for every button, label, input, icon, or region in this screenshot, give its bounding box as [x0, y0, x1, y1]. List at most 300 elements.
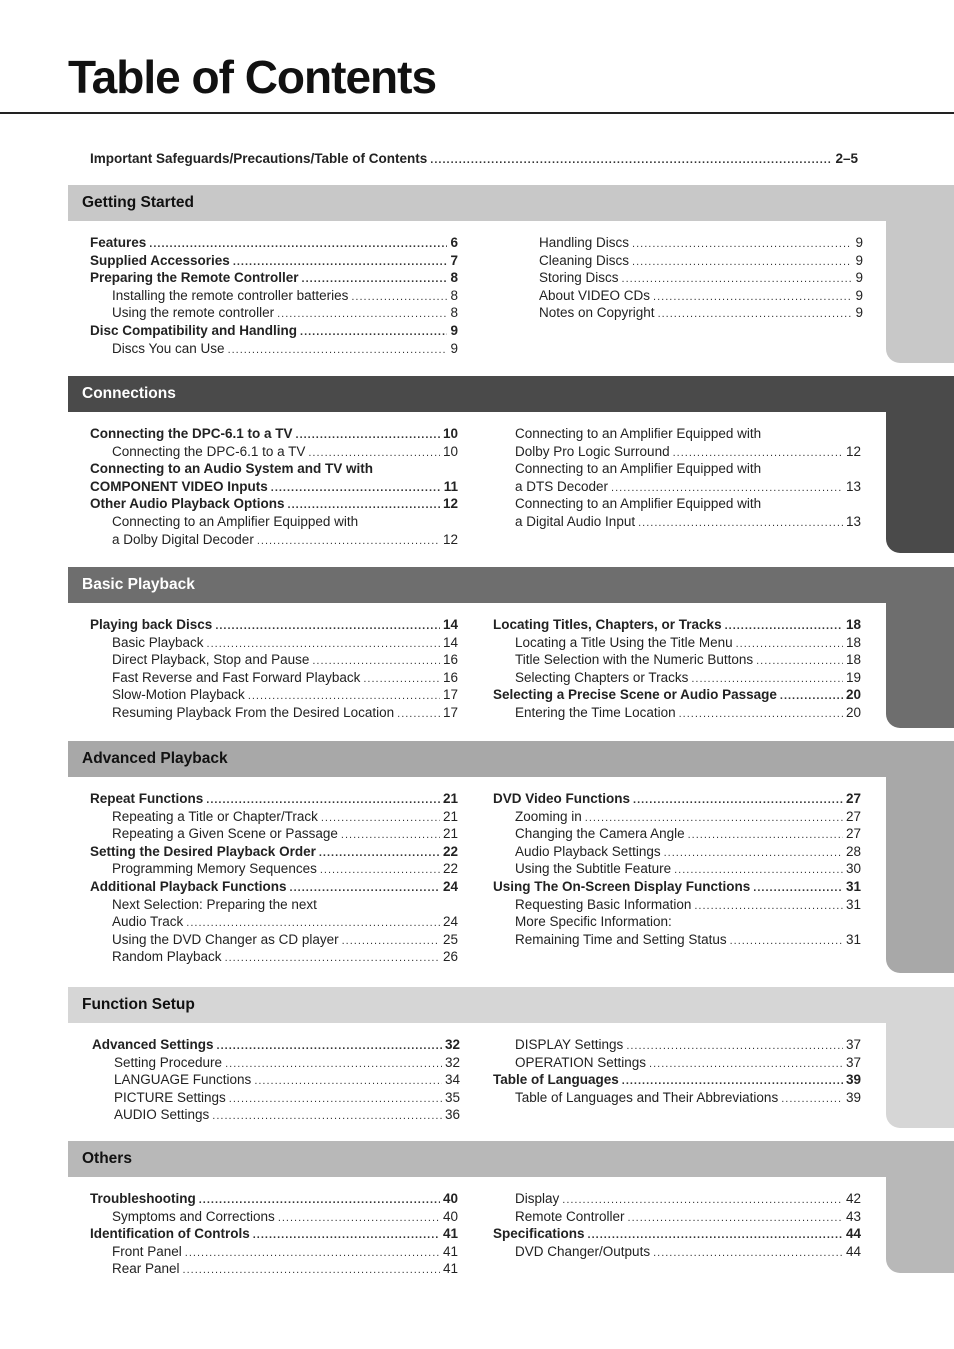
dot-leader — [626, 1040, 843, 1052]
entry-page: 44 — [845, 1226, 861, 1242]
toc-entry[interactable] — [493, 1209, 861, 1227]
entry-page: 39 — [845, 1072, 861, 1088]
entry-text: Audio Playback Settings — [515, 843, 661, 859]
entry-text: Rear Panel — [112, 1261, 180, 1277]
toc-entry[interactable] — [493, 1072, 861, 1090]
entry-page: 39 — [845, 1089, 861, 1105]
entry-text: Front Panel — [112, 1243, 182, 1259]
entry-text: Supplied Accessories — [90, 252, 230, 268]
entry-page: 8 — [450, 305, 458, 321]
entry-page: 2–5 — [835, 151, 858, 166]
dot-leader — [632, 238, 852, 250]
entry-text: Slow-Motion Playback — [112, 687, 245, 703]
entry-text: Notes on Copyright — [539, 305, 655, 321]
entry-page: 18 — [845, 652, 861, 668]
entry-text: Connecting to an Audio System and TV with — [90, 461, 374, 477]
entry-page: 25 — [442, 931, 458, 947]
entry-page: 9 — [450, 322, 458, 338]
entry-page: 41 — [442, 1261, 458, 1277]
entry-page: 16 — [442, 669, 458, 685]
entry-page: 9 — [855, 270, 863, 286]
entry-page: 20 — [845, 704, 861, 720]
section-header: Advanced Playback — [68, 741, 954, 777]
left-column — [90, 235, 458, 358]
toc-entry[interactable] — [90, 861, 458, 879]
toc-entry[interactable] — [493, 1055, 861, 1073]
dot-leader — [207, 638, 440, 650]
dot-leader — [622, 273, 853, 285]
entry-text: Storing Discs — [539, 270, 619, 286]
toc-entry[interactable] — [90, 687, 458, 705]
dot-leader — [271, 482, 441, 494]
entry-text: Basic Playback — [112, 634, 204, 650]
dot-leader — [149, 238, 447, 250]
entry-page: 27 — [845, 808, 861, 824]
entry-text: Troubleshooting — [90, 1191, 196, 1206]
toc-entry[interactable] — [493, 1191, 861, 1209]
section-header: Others — [68, 1141, 954, 1177]
entry-page: 40 — [442, 1191, 458, 1206]
entry-text: a Digital Audio Input — [515, 513, 636, 529]
entry-text: Repeat Functions — [90, 791, 204, 806]
entry-text: About VIDEO CDs — [539, 287, 651, 303]
section-header: Getting Started — [68, 185, 954, 221]
entry-page: 32 — [444, 1054, 460, 1070]
entry-text: Connecting to an Amplifier Equipped with — [515, 461, 762, 477]
toc-entry[interactable] — [493, 461, 861, 479]
entry-page: 12 — [442, 496, 458, 512]
entry-page: 40 — [442, 1208, 458, 1224]
dot-leader — [290, 882, 440, 894]
dot-leader — [278, 1212, 440, 1224]
entry-page: 31 — [845, 896, 861, 912]
left-column — [90, 1191, 458, 1279]
entry-text: LANGUAGE Functions — [114, 1072, 252, 1088]
entry-text: Audio Track — [112, 914, 184, 930]
toc-entry[interactable] — [90, 705, 458, 723]
left-column — [92, 1037, 460, 1125]
entry-text: Other Audio Playback Options — [90, 496, 285, 512]
entry-page: 31 — [845, 931, 861, 947]
entry-page: 9 — [855, 235, 863, 250]
entry-text: Using the remote controller — [112, 305, 275, 321]
toc-entry[interactable] — [493, 617, 861, 635]
entry-text: Fast Reverse and Fast Forward Playback — [112, 669, 361, 685]
section-header: Function Setup — [68, 987, 954, 1023]
toc-entry[interactable] — [493, 897, 861, 915]
right-column — [493, 617, 861, 723]
dot-leader — [632, 256, 852, 268]
toc-entry[interactable] — [493, 705, 861, 723]
dot-leader — [780, 690, 843, 702]
toc-entry[interactable] — [493, 496, 861, 514]
entry-page: 12 — [845, 443, 861, 459]
entry-text: Selecting a Precise Scene or Audio Passage — [493, 687, 777, 703]
toc-entry[interactable] — [92, 1090, 460, 1108]
entry-page: 22 — [442, 861, 458, 877]
entry-page: 9 — [855, 287, 863, 303]
entry-text: Dolby Pro Logic Surround — [515, 443, 670, 459]
entry-page: 41 — [442, 1226, 458, 1242]
section-header: Connections — [68, 376, 954, 412]
dot-leader — [430, 154, 832, 166]
dot-leader — [212, 1110, 442, 1122]
toc-entry[interactable] — [493, 444, 861, 462]
entry-page: 9 — [855, 305, 863, 321]
entry-page: 16 — [442, 652, 458, 668]
toc-entry[interactable] — [517, 305, 863, 323]
entry-text: Important Safeguards/Precautions/Table of Contents — [90, 151, 428, 166]
toc-entry[interactable] — [90, 617, 458, 635]
left-column — [90, 617, 458, 723]
dot-leader — [248, 690, 440, 702]
toc-entry[interactable] — [493, 791, 861, 809]
toc-entry[interactable] — [493, 426, 861, 444]
toc-entry[interactable] — [92, 1107, 460, 1125]
entry-page: 18 — [845, 617, 861, 632]
entry-page: 43 — [845, 1208, 861, 1224]
dot-leader — [730, 935, 843, 947]
dot-leader — [781, 1093, 843, 1105]
toc-entry[interactable] — [493, 932, 861, 950]
toc-entry[interactable] — [90, 1209, 458, 1227]
entry-text: Disc Compatibility and Handling — [90, 322, 298, 338]
toc-entry[interactable] — [90, 270, 458, 288]
dot-leader — [397, 708, 440, 720]
dot-leader — [638, 517, 843, 529]
entry-page: 42 — [845, 1191, 861, 1206]
entry-text: Advanced Settings — [92, 1037, 214, 1052]
dot-leader — [321, 812, 440, 824]
dot-leader — [585, 812, 843, 824]
entry-text: Display — [515, 1191, 560, 1206]
entry-page: 21 — [442, 826, 458, 842]
dot-leader — [753, 882, 843, 894]
dot-leader — [363, 673, 440, 685]
dot-leader — [206, 794, 440, 806]
dot-leader — [229, 1093, 442, 1105]
entry-text: Locating Titles, Chapters, or Tracks — [493, 617, 722, 632]
entry-page: 11 — [443, 478, 458, 494]
dot-leader — [725, 620, 843, 632]
toc-entry[interactable] — [493, 914, 861, 932]
toc-entry[interactable] — [90, 496, 458, 514]
entry-text: Entering the Time Location — [515, 704, 676, 720]
entry-text: Changing the Camera Angle — [515, 826, 685, 842]
entry-page: 13 — [845, 478, 861, 494]
entry-page: 27 — [845, 791, 861, 806]
entry-text: Installing the remote controller batteries — [112, 287, 349, 303]
entry-text: Connecting the DPC-6.1 to a TV — [90, 426, 293, 441]
dot-leader — [653, 1247, 843, 1259]
entry-text: Title Selection with the Numeric Buttons — [515, 652, 754, 668]
dot-leader — [736, 638, 843, 650]
entry-text: Connecting to an Amplifier Equipped with — [515, 496, 762, 512]
page-title: Table of Contents — [68, 51, 437, 103]
entry-page: 21 — [442, 808, 458, 824]
entry-page: 12 — [442, 531, 458, 547]
dot-leader — [658, 308, 853, 320]
toc-entry[interactable] — [493, 1037, 861, 1055]
toc-entry[interactable] — [90, 635, 458, 653]
toc-entry[interactable] — [90, 341, 458, 359]
entry-text: Identification of Controls — [90, 1226, 250, 1242]
entry-text: a Dolby Digital Decoder — [112, 531, 254, 547]
entry-page: 19 — [845, 669, 861, 685]
section-header: Basic Playback — [68, 567, 954, 603]
dot-leader — [664, 847, 843, 859]
entry-text: Direct Playback, Stop and Pause — [112, 652, 310, 668]
entry-text: Next Selection: Preparing the next — [112, 896, 317, 912]
entry-text: Cleaning Discs — [539, 252, 630, 268]
dot-leader — [688, 829, 843, 841]
entry-text: Playing back Discs — [90, 617, 213, 632]
dot-leader — [628, 1212, 843, 1224]
entry-text: Connecting the DPC-6.1 to a TV — [112, 443, 306, 459]
entry-page: 18 — [845, 634, 861, 650]
dot-leader — [341, 829, 440, 841]
dot-leader — [253, 1229, 440, 1241]
toc-entry[interactable] — [90, 288, 458, 306]
entry-page: 8 — [450, 287, 458, 303]
toc-entry[interactable] — [493, 844, 861, 862]
left-column — [90, 791, 458, 967]
toc-entry[interactable] — [493, 809, 861, 827]
dot-leader — [674, 864, 843, 876]
entry-page: 37 — [845, 1054, 861, 1070]
entry-text: Using The On-Screen Display Functions — [493, 878, 751, 894]
toc-entry[interactable] — [90, 461, 458, 479]
entry-text: DISPLAY Settings — [515, 1037, 624, 1052]
right-column — [493, 426, 861, 532]
toc-entry[interactable] — [493, 861, 861, 879]
entry-page: 34 — [444, 1072, 460, 1088]
entry-page: 24 — [442, 878, 458, 894]
entry-text: Table of Languages — [493, 1072, 619, 1088]
entry-page: 32 — [444, 1037, 460, 1052]
entry-page: 9 — [450, 340, 458, 356]
toc-entry[interactable] — [493, 1226, 861, 1244]
dot-leader — [756, 655, 843, 667]
toc-entry[interactable] — [90, 932, 458, 950]
right-column — [493, 791, 861, 949]
entry-page: 41 — [442, 1243, 458, 1259]
dot-leader — [225, 952, 440, 964]
entry-text: Locating a Title Using the Title Menu — [515, 634, 733, 650]
entry-text: Symptoms and Corrections — [112, 1208, 275, 1224]
entry-text: Zooming in — [515, 808, 582, 824]
right-column — [517, 235, 863, 323]
dot-leader — [691, 673, 843, 685]
toc-entry[interactable] — [493, 1244, 861, 1262]
entry-text: Random Playback — [112, 949, 222, 965]
entry-page: 27 — [845, 826, 861, 842]
entry-page: 17 — [442, 704, 458, 720]
dot-leader — [233, 256, 448, 268]
toc-entry[interactable] — [92, 1055, 460, 1073]
right-column — [493, 1191, 861, 1261]
dot-leader — [562, 1194, 843, 1206]
toc-entry[interactable] — [90, 914, 458, 932]
toc-entry[interactable] — [90, 1226, 458, 1244]
toc-entry[interactable] — [90, 1244, 458, 1262]
dot-leader — [633, 794, 843, 806]
dot-leader — [308, 447, 440, 459]
entry-text: Using the DVD Changer as CD player — [112, 931, 339, 947]
toc-entry[interactable] — [90, 791, 458, 809]
toc-entry[interactable] — [90, 879, 458, 897]
toc-entry[interactable] — [90, 1191, 458, 1209]
toc-entry[interactable] — [90, 444, 458, 462]
dot-leader — [186, 917, 440, 929]
entry-text: Remote Controller — [515, 1208, 625, 1224]
dot-leader — [302, 273, 448, 285]
dot-leader — [649, 1058, 843, 1070]
toc-entry[interactable] — [493, 514, 861, 532]
dot-leader — [588, 1229, 843, 1241]
toc-entry[interactable] — [493, 1090, 861, 1108]
toc-entry[interactable] — [90, 305, 458, 323]
toc-entry[interactable] — [90, 323, 458, 341]
entry-text: PICTURE Settings — [114, 1089, 226, 1105]
toc-entry[interactable] — [92, 1072, 460, 1090]
entry-text: COMPONENT VIDEO Inputs — [90, 478, 268, 494]
entry-text: DVD Video Functions — [493, 791, 631, 806]
entry-text: AUDIO Settings — [114, 1107, 210, 1123]
dot-leader — [611, 482, 843, 494]
entry-text: Connecting to an Amplifier Equipped with — [112, 513, 359, 529]
dot-leader — [228, 344, 448, 356]
entry-text: More Specific Information: — [515, 914, 672, 930]
dot-leader — [277, 308, 447, 320]
dot-leader — [694, 900, 843, 912]
toc-entry[interactable] — [493, 879, 861, 897]
dot-leader — [199, 1194, 440, 1206]
entry-text: Table of Languages and Their Abbreviations — [515, 1089, 779, 1105]
toc-entry[interactable] — [493, 670, 861, 688]
entry-text: DVD Changer/Outputs — [515, 1243, 651, 1259]
dot-leader — [225, 1058, 442, 1070]
toc-entry[interactable] — [517, 270, 863, 288]
toc-entry[interactable] — [90, 479, 458, 497]
dot-leader — [185, 1247, 440, 1259]
dot-leader — [673, 447, 843, 459]
toc-entry[interactable] — [493, 687, 861, 705]
dot-leader — [342, 935, 440, 947]
entry-page: 26 — [442, 949, 458, 965]
toc-entry[interactable] — [493, 635, 861, 653]
entry-text: Specifications — [493, 1226, 585, 1242]
entry-page: 14 — [442, 617, 458, 632]
toc-entry[interactable] — [90, 235, 458, 253]
toc-entry[interactable] — [517, 288, 863, 306]
left-column — [90, 426, 458, 549]
entry-page: 20 — [845, 687, 861, 703]
toc-entry[interactable] — [90, 652, 458, 670]
toc-entry[interactable] — [90, 253, 458, 271]
toc-entry[interactable] — [90, 670, 458, 688]
toc-entry[interactable] — [90, 949, 458, 967]
entry-page: 13 — [845, 513, 861, 529]
toc-entry[interactable] — [517, 253, 863, 271]
toc-entry[interactable] — [92, 1037, 460, 1055]
entry-page: 10 — [442, 443, 458, 459]
dot-leader — [319, 847, 440, 859]
entry-page: 44 — [845, 1243, 861, 1259]
dot-leader — [622, 1075, 843, 1087]
toc-entry[interactable] — [517, 235, 863, 253]
dot-leader — [254, 1075, 442, 1087]
toc-entry[interactable] — [493, 479, 861, 497]
entry-page: 30 — [845, 861, 861, 877]
entry-text: Requesting Basic Information — [515, 896, 692, 912]
entry-page: 22 — [442, 843, 458, 859]
entry-text: Additional Playback Functions — [90, 878, 287, 894]
toc-entry[interactable] — [90, 151, 858, 169]
entry-text: Preparing the Remote Controller — [90, 270, 299, 286]
entry-text: Setting the Desired Playback Order — [90, 843, 316, 859]
right-column — [493, 1037, 861, 1107]
entry-text: Connecting to an Amplifier Equipped with — [515, 426, 762, 441]
entry-page: 31 — [845, 878, 861, 894]
entry-text: Setting Procedure — [114, 1054, 223, 1070]
dot-leader — [288, 499, 440, 511]
entry-page: 6 — [450, 235, 458, 250]
toc-entry[interactable] — [90, 532, 458, 550]
entry-text: OPERATION Settings — [515, 1054, 647, 1070]
entry-page: 37 — [845, 1037, 861, 1052]
entry-page: 36 — [444, 1107, 460, 1123]
entry-text: Features — [90, 235, 147, 250]
entry-page: 14 — [442, 634, 458, 650]
dot-leader — [296, 429, 440, 441]
intro-entry[interactable] — [90, 151, 858, 169]
entry-page: 17 — [442, 687, 458, 703]
entry-page: 7 — [450, 252, 458, 268]
entry-text: a DTS Decoder — [515, 478, 609, 494]
entry-text: Using the Subtitle Feature — [515, 861, 672, 877]
dot-leader — [351, 291, 447, 303]
toc-entry[interactable] — [90, 897, 458, 915]
toc-entry[interactable] — [90, 809, 458, 827]
entry-page: 21 — [442, 791, 458, 806]
toc-entry[interactable] — [90, 426, 458, 444]
dot-leader — [215, 620, 440, 632]
entry-page: 28 — [845, 843, 861, 859]
entry-text: Repeating a Title or Chapter/Track — [112, 808, 318, 824]
entry-text: Selecting Chapters or Tracks — [515, 669, 689, 685]
entry-text: Resuming Playback From the Desired Location — [112, 704, 395, 720]
dot-leader — [312, 655, 440, 667]
toc-entry[interactable] — [493, 826, 861, 844]
title-rule — [0, 112, 954, 114]
dot-leader — [217, 1040, 442, 1052]
dot-leader — [320, 864, 440, 876]
toc-entry[interactable] — [90, 514, 458, 532]
entry-page: 10 — [442, 426, 458, 441]
toc-entry[interactable] — [493, 652, 861, 670]
toc-entry[interactable] — [90, 1261, 458, 1279]
entry-page: 9 — [855, 252, 863, 268]
entry-text: Remaining Time and Setting Status — [515, 931, 727, 947]
dot-leader — [679, 708, 843, 720]
dot-leader — [257, 535, 440, 547]
toc-entry[interactable] — [90, 826, 458, 844]
dot-leader — [300, 326, 447, 338]
entry-page: 24 — [442, 914, 458, 930]
dot-leader — [183, 1264, 440, 1276]
toc-entry[interactable] — [90, 844, 458, 862]
